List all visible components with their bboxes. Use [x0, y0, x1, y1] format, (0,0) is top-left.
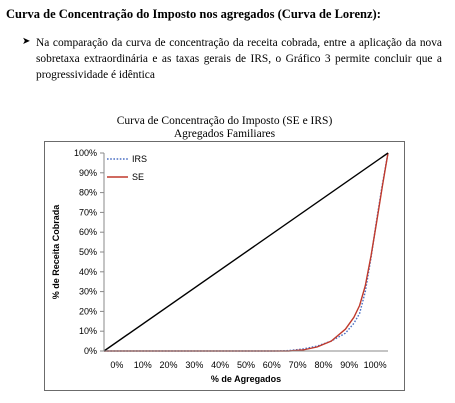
- x-tick-label: 10%: [133, 360, 152, 370]
- y-tick-label: 70%: [78, 207, 97, 218]
- x-tick-label: 100%: [363, 360, 387, 370]
- chart-legend: [107, 154, 147, 182]
- chart-frame: [44, 141, 405, 391]
- x-tick-label: 90%: [340, 360, 359, 370]
- y-tick-label: 40%: [78, 266, 97, 277]
- y-tick-label: 50%: [78, 247, 97, 257]
- chart-subtitle: Agregados Familiares: [173, 128, 276, 140]
- y-tick-label: 100%: [73, 148, 97, 158]
- y-tick-label: 30%: [78, 286, 97, 297]
- bullet-paragraph: [22, 35, 442, 83]
- lorenz-chart: [45, 142, 404, 390]
- y-axis-label: % de Receita Cobrada: [51, 204, 61, 300]
- x-tick-label: 80%: [314, 360, 333, 370]
- y-tick-label: 0%: [83, 346, 97, 356]
- x-tick-label: 70%: [288, 360, 307, 370]
- bullet-text: Na comparação da curva de concentração da receita cobrada, entre a aplicação da nova sobretaxa extraordinária e as taxas gerais de IRS, o Gráfico 3 permite concluir que a progressividade é idêntica: [36, 37, 442, 81]
- x-tick-label: 60%: [262, 360, 281, 370]
- legend-label-irs: IRS: [132, 154, 148, 164]
- x-tick-label: 50%: [236, 360, 256, 370]
- x-tick-label: 0%: [110, 360, 124, 370]
- y-tick-label: 90%: [78, 167, 97, 178]
- y-tick-label: 60%: [78, 227, 97, 238]
- equality-line: [104, 153, 388, 351]
- x-tick-label: 20%: [159, 360, 178, 370]
- y-tick-label: 20%: [78, 306, 97, 317]
- y-tick-label: 80%: [78, 187, 97, 198]
- arrow-bullet-icon: ➤: [22, 36, 31, 47]
- section-heading: Curva de Concentração do Imposto nos agregados (Curva de Lorenz):: [6, 7, 381, 21]
- x-tick-label: 40%: [211, 360, 230, 370]
- y-tick-label: 10%: [78, 326, 97, 337]
- legend-label-se: SE: [132, 172, 145, 182]
- x-axis-label: % de Agregados: [210, 374, 282, 384]
- chart-title: Curva de Concentração do Imposto (SE e IRS): [116, 115, 333, 127]
- x-tick-label: 30%: [185, 360, 204, 370]
